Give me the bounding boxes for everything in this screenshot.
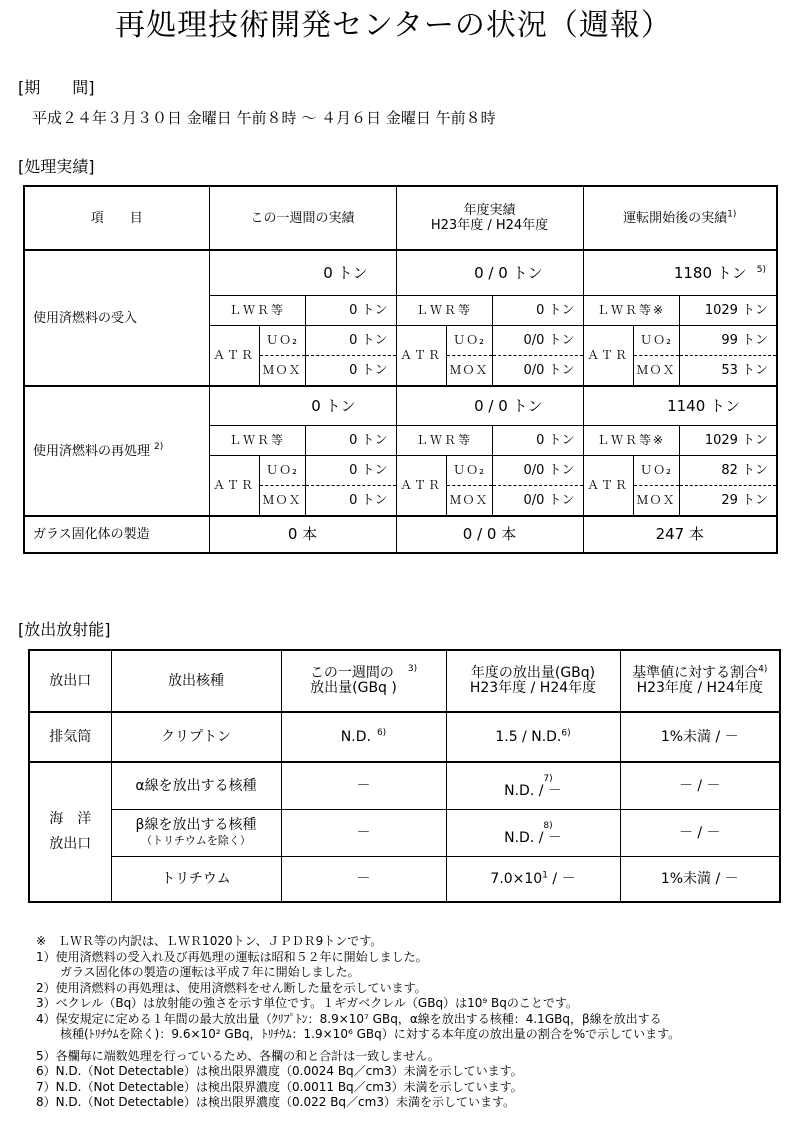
footnotes bbox=[36, 934, 776, 1111]
reprocess-cum-atr: ＡＴＲ bbox=[583, 456, 633, 517]
receipt-week-mox-label: ＭＯＸ bbox=[259, 356, 305, 387]
reprocess-week-uo2: 0 トン bbox=[305, 456, 396, 486]
receipt-year-lwr: 0 トン bbox=[492, 296, 583, 326]
release-header-year: 年度の放出量(GBq) H23年度 / H24年度 bbox=[446, 650, 620, 712]
reprocess-week-lwr-label: ＬＷＲ等 bbox=[209, 426, 305, 456]
receipt-cum-total: 1180 トン $^{5)}$ bbox=[583, 250, 777, 296]
note-2: 2）使用済燃料の再処理は、使用済燃料をせん断した量を示しています。 bbox=[36, 980, 427, 995]
receipt-cum-lwr: 1029 トン bbox=[679, 296, 777, 326]
page-title: 再処理技術開発センターの状況（週報） bbox=[115, 8, 672, 43]
reprocess-cum-uo2-label: ＵＯ₂ bbox=[633, 456, 679, 486]
receipt-week-lwr-label: ＬＷＲ等 bbox=[209, 296, 305, 326]
note-6: 6）N.D.（Not Detectable）は検出限界濃度（0.0024 Bq／cm3）未満を示しています。 bbox=[36, 1064, 523, 1078]
processing-heading: [処理実績] bbox=[18, 157, 95, 176]
tritium-nuclide: トリチウム bbox=[111, 857, 281, 903]
note-5: 5）各欄毎に端数処理を行っているため、各欄の和と合計は一致しません。 bbox=[36, 1048, 440, 1063]
reprocess-cum-total: 1140 トン bbox=[583, 386, 777, 426]
stack-week: N.D. $^{6)}$ bbox=[281, 712, 446, 762]
period-text: 平成２４年３月３０日 金曜日 午前８時 ～ ４月６日 金曜日 午前８時 bbox=[32, 109, 496, 127]
receipt-year-mox: 0/0 トン bbox=[492, 356, 583, 387]
note-1-cont: ガラス固化体の製造の運転は平成７年に開始しました。 bbox=[36, 965, 360, 979]
stack-year: 1.5 / N.D.$^{6)}$ bbox=[446, 712, 620, 762]
reprocess-cum-mox: 29 トン bbox=[679, 486, 777, 517]
tritium-ratio: 1%未満 / － bbox=[620, 857, 780, 903]
receipt-year-total: 0 / 0 トン bbox=[396, 250, 583, 296]
reprocess-year-lwr: 0 トン bbox=[492, 426, 583, 456]
stack-ratio: 1%未満 / － bbox=[620, 712, 780, 762]
note-3: 3）ベクレル（Bq）は放射能の強さを示す単位です。１ギガベクレル（GBq）は10⁹ Bqのことです。 bbox=[36, 996, 578, 1010]
reprocess-cum-uo2: 82 トン bbox=[679, 456, 777, 486]
receipt-year-uo2: 0/0 トン bbox=[492, 326, 583, 356]
reprocess-label: 使用済燃料の再処理 $^{2)}$ bbox=[24, 386, 209, 516]
beta-week: － bbox=[281, 810, 446, 857]
reprocess-cum-lwr: 1029 トン bbox=[679, 426, 777, 456]
note-8: 8）N.D.（Not Detectable）は検出限界濃度（0.022 Bq／cm3）未満を示しています。 bbox=[36, 1095, 516, 1109]
reprocess-week-total: 0 トン bbox=[209, 386, 396, 426]
reprocess-year-lwr-label: ＬＷＲ等 bbox=[396, 426, 492, 456]
receipt-year-lwr-label: ＬＷＲ等 bbox=[396, 296, 492, 326]
alpha-ratio: － / － bbox=[620, 762, 780, 810]
note-7: 7）N.D.（Not Detectable）は検出限界濃度（0.0011 Bq／cm3）未満を示しています。 bbox=[36, 1079, 523, 1094]
reprocess-week-atr: ＡＴＲ bbox=[209, 456, 259, 517]
receipt-cum-uo2-label: ＵＯ₂ bbox=[633, 326, 679, 356]
alpha-week: － bbox=[281, 762, 446, 810]
reprocess-cum-mox-label: ＭＯＸ bbox=[633, 486, 679, 517]
receipt-cum-lwr-label: ＬＷＲ等※ bbox=[583, 296, 679, 326]
period-heading: [期 間] bbox=[18, 78, 95, 97]
beta-nuclide: β線を放出する核種 （トリチウムを除く） bbox=[111, 810, 281, 857]
reprocess-cum-lwr-label: ＬＷＲ等※ bbox=[583, 426, 679, 456]
receipt-week-total: 0 トン bbox=[209, 250, 396, 296]
stack-outlet: 排気筒 bbox=[29, 712, 111, 762]
processing-table bbox=[23, 185, 778, 554]
tritium-year: $7.0\times 10^1$ / － bbox=[446, 857, 620, 903]
release-header-nuclide: 放出核種 bbox=[111, 650, 281, 712]
reprocess-year-mox-label: ＭＯＸ bbox=[446, 486, 492, 517]
receipt-week-lwr: 0 トン bbox=[305, 296, 396, 326]
ocean-outlet: 海 洋 放出口 bbox=[29, 762, 111, 902]
note-1: 1）使用済燃料の受入れ及び再処理の運転は昭和５２年に開始しました。 bbox=[36, 949, 428, 964]
reprocess-year-mox: 0/0 トン bbox=[492, 486, 583, 517]
release-header-week: この一週間の $^{3)}$ 放出量(GBq ) bbox=[281, 650, 446, 712]
alpha-year: 7) N.D. / － bbox=[446, 762, 620, 810]
receipt-cum-mox-label: ＭＯＸ bbox=[633, 356, 679, 387]
note-asterisk: ※ ＬＷＲ等の内訳は、ＬＷＲ1020トン、ＪＰＤＲ9トンです。 bbox=[36, 934, 383, 948]
beta-year: 8) N.D. / － bbox=[446, 810, 620, 857]
header-week: この一週間の実績 bbox=[209, 186, 396, 250]
receipt-week-uo2-label: ＵＯ₂ bbox=[259, 326, 305, 356]
reprocess-week-mox-label: ＭＯＸ bbox=[259, 486, 305, 517]
receipt-label: 使用済燃料の受入 bbox=[24, 250, 209, 386]
release-heading: [放出放射能] bbox=[18, 620, 111, 639]
header-year: 年度実績 H23年度 / H24年度 bbox=[396, 186, 583, 250]
note-4: 4）保安規定に定める１年間の最大放出量（ｸﾘﾌﾟﾄﾝ：8.9×10⁷ GBq，α線を放出する核種：4.1GBq，β線を放出する bbox=[36, 1011, 662, 1026]
glass-label: ガラス固化体の製造 bbox=[24, 516, 209, 553]
reprocess-week-mox: 0 トン bbox=[305, 486, 396, 517]
receipt-year-atr: ＡＴＲ bbox=[396, 326, 446, 387]
glass-week: 0 本 bbox=[209, 516, 396, 553]
release-header-ratio: 基準値に対する割合$^{4)}$ H23年度 / H24年度 bbox=[620, 650, 780, 712]
receipt-year-uo2-label: ＵＯ₂ bbox=[446, 326, 492, 356]
receipt-cum-uo2: 99 トン bbox=[679, 326, 777, 356]
glass-cum: 247 本 bbox=[583, 516, 777, 553]
receipt-cum-atr: ＡＴＲ bbox=[583, 326, 633, 387]
reprocess-year-uo2: 0/0 トン bbox=[492, 456, 583, 486]
reprocess-year-uo2-label: ＵＯ₂ bbox=[446, 456, 492, 486]
reprocess-week-uo2-label: ＵＯ₂ bbox=[259, 456, 305, 486]
release-header-outlet: 放出口 bbox=[29, 650, 111, 712]
stack-nuclide: クリプトン bbox=[111, 712, 281, 762]
header-item: 項 目 bbox=[24, 186, 209, 250]
receipt-cum-mox: 53 トン bbox=[679, 356, 777, 387]
receipt-week-uo2: 0 トン bbox=[305, 326, 396, 356]
glass-year: 0 / 0 本 bbox=[396, 516, 583, 553]
reprocess-week-lwr: 0 トン bbox=[305, 426, 396, 456]
receipt-week-atr: ＡＴＲ bbox=[209, 326, 259, 387]
alpha-nuclide: α線を放出する核種 bbox=[111, 762, 281, 810]
header-total: 運転開始後の実績$^{1)}$ bbox=[583, 186, 777, 250]
beta-ratio: － / － bbox=[620, 810, 780, 857]
reprocess-year-atr: ＡＴＲ bbox=[396, 456, 446, 517]
tritium-week: － bbox=[281, 857, 446, 903]
note-4-cont: 核種(ﾄﾘﾁｳﾑを除く)：9.6×10² GBq，ﾄﾘﾁｳﾑ：1.9×10⁶ GBq）に対する本年度の放出量の割合を%で示しています。 bbox=[36, 1027, 681, 1041]
reprocess-year-total: 0 / 0 トン bbox=[396, 386, 583, 426]
receipt-year-mox-label: ＭＯＸ bbox=[446, 356, 492, 387]
receipt-week-mox: 0 トン bbox=[305, 356, 396, 387]
release-table bbox=[28, 649, 781, 903]
